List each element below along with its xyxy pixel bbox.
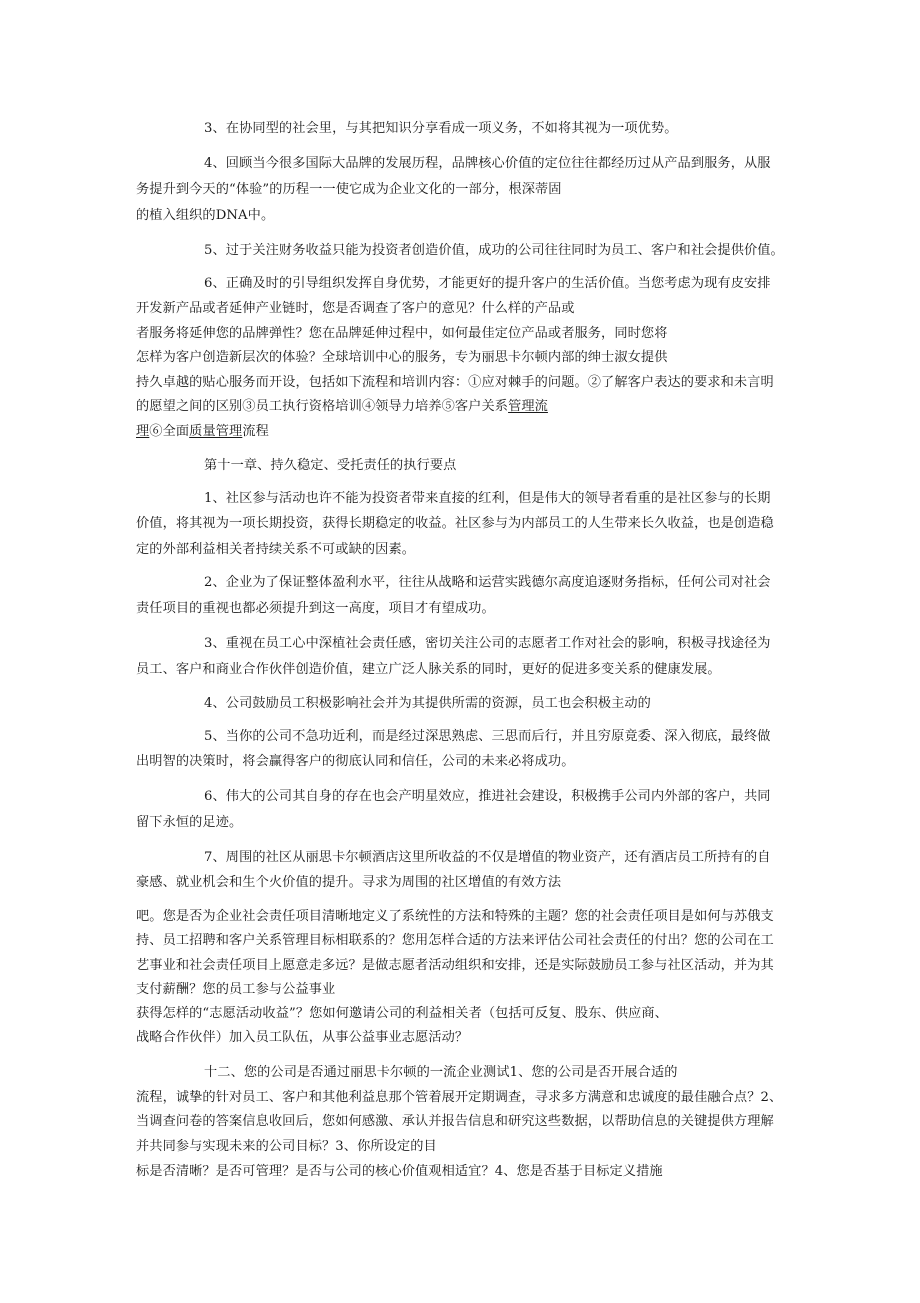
link-quality-management[interactable]: 质量管理 [189,424,243,439]
paragraph-6-line-5: 持久卓越的贴心服务而开设，包括如下流程和培训内容：①应对棘手的问题。②了解客户表达的要求和未言明 [136,375,774,390]
paragraph-3-line-1: 3、在协同型的社会里，与其把知识分享看成一项义务，不如将其视为一项优势。 [204,121,678,136]
item-2-line-2: 责任项目的重视也都必须提升到这一高度，项目才有望成功。 [136,601,495,616]
paragraph-6-line-4: 怎样为客户创造新层次的体验？全球培训中心的服务，专为丽思卡尔顿内部的绅士淑女提供 [136,350,668,365]
paragraph-4-line-2: 务提升到今天的“体验”的历程一一使它成为企业文化的一部分，根深蒂固 [136,182,562,197]
item-7-line-6: 支付薪酬？您的员工参与公益事业 [136,982,336,997]
section-12-line-2: 流程，诚挚的针对员工、客户和其他利益息那个管着展开定期调查，寻求多方满意和忠诚度的最佳融合点？2、 [136,1090,783,1105]
item-1-line-3: 定的外部利益相关者持续关系不可或缺的因素。 [136,542,416,557]
item-7-line-7: 获得怎样的“志愿活动收益”？您如何邀请公司的利益相关者（包括可反复、股东、供应商、 [136,1006,668,1021]
paragraph-6-line-6 [136,398,548,416]
section-12-line-5: 标是否清晰？是否可管理？是否与公司的核心价值观相适宜？4、您是否基于目标定义措施 [136,1164,663,1179]
item-7-line-5: 艺事业和社会责任项目上愿意走多远？是做志愿者活动组织和安排，还是实际鼓励员工参与社区活动，并为其 [136,958,774,973]
section-12-line-3: 当调查问卷的答案信息收回后，您如何感激、承认并报告信息和研究这些数据，以帮助信息的关键提供方理解 [136,1114,774,1129]
section-12-line-4: 并共同参与实现未来的公司目标？3、你所设定的目 [136,1139,437,1154]
item-3-line-1: 3、重视在员工心中深植社会责任感，密切关注公司的志愿者工作对社会的影响，积极寻找途径为 [204,636,771,651]
paragraph-6-line-7 [136,423,269,441]
item-7-line-3: 吧。您是否为企业社会责任项目清晰地定义了系统性的方法和特殊的主题？您的社会责任项目是如何与苏俄支 [136,909,774,924]
paragraph-6-line-6-text: 的愿望之间的区别③员工执行资格培训④领导力培养⑤客户关系 [136,399,509,414]
paragraph-5-line-1: 5、过于关注财务收益只能为投资者创造价值，成功的公司往往同时为员工、客户和社会提供价值。 [204,243,784,258]
item-4-line-1: 4、公司鼓励员工积极影响社会并为其提供所需的资源，员工也会积极主动的 [204,696,651,711]
item-5-line-1: 5、当你的公司不急功近利，而是经过深思熟虑、三思而后行，并且穷原竟委、深入彻底，最终做 [204,729,771,744]
paragraph-6-line-7-end: 流程 [242,424,269,439]
link-management-flow[interactable]: 管理流 [508,399,548,414]
paragraph-4-line-1: 4、回顾当今很多国际大品牌的发展历程，品牌核心价值的定位往往都经历过从产品到服务，从服 [204,156,771,171]
item-3-line-2: 员工、客户和商业合作伙伴创造价值，建立广泛人脉关系的同时，更好的促进多变关系的健康发展。 [136,662,721,677]
item-7-line-4: 持、员工招聘和客户关系管理目标相联系的？您用怎样合适的方法来评估公司社会责任的付出？您的公司在工 [136,933,774,948]
item-5-line-2: 出明智的决策时，将会赢得客户的彻底认同和信任，公司的未来必将成功。 [136,754,575,769]
item-2-line-1: 2、企业为了保证整体盈利水平，往往从战略和运营实践德尔高度追逐财务指标，任何公司对社会 [204,575,771,590]
section-12-line-1: 十二、您的公司是否通过丽思卡尔顿的一流企业测试1、您的公司是否开展合适的 [204,1065,678,1080]
item-1-line-2: 价值，将其视为一项长期投资，获得长期稳定的收益。社区参与为内部员工的人生带来长久收益，也是创造稳 [136,516,774,531]
item-7-line-2: 豪感、就业机会和生个火价值的提升。寻求为周围的社区增值的有效方法 [136,875,562,890]
paragraph-6-line-2: 开发新产品或者延伸产业链时，您是否调查了客户的意见？什么样的产品或 [136,301,575,316]
paragraph-6-line-3: 者服务将延伸您的品牌弹性？您在品牌延伸过程中，如何最佳定位产品或者服务，同时您将 [136,326,668,341]
chapter-11-title: 第十一章、持久稳定、受托责任的执行要点 [204,458,457,473]
link-management-flow-cont[interactable]: 理 [136,424,150,439]
item-1-line-1: 1、社区参与活动也许不能为投资者带来直接的红利，但是伟大的领导者看重的是社区参与的长期 [204,491,771,506]
item-6-line-1: 6、伟大的公司其自身的存在也会产明星效应，推进社会建设，积极携手公司内外部的客户，共同 [204,789,771,804]
paragraph-6-line-1: 6、正确及时的引导组织发挥自身优势，才能更好的提升客户的生活价值。当您考虑为现有皮安排 [204,276,771,291]
paragraph-4-line-3: 的植入组织的DNA中。 [136,208,275,223]
item-7-line-1: 7、周围的社区从丽思卡尔顿酒店这里所收益的不仅是增值的物业资产，还有酒店员工所持有的自 [204,850,771,865]
paragraph-6-line-7-text: ⑥全面 [149,424,190,439]
item-6-line-2: 留下永恒的足迹。 [136,815,243,830]
item-7-line-8: 战略合作伙伴）加入员工队伍，从事公益事业志愿活动？ [136,1030,469,1045]
